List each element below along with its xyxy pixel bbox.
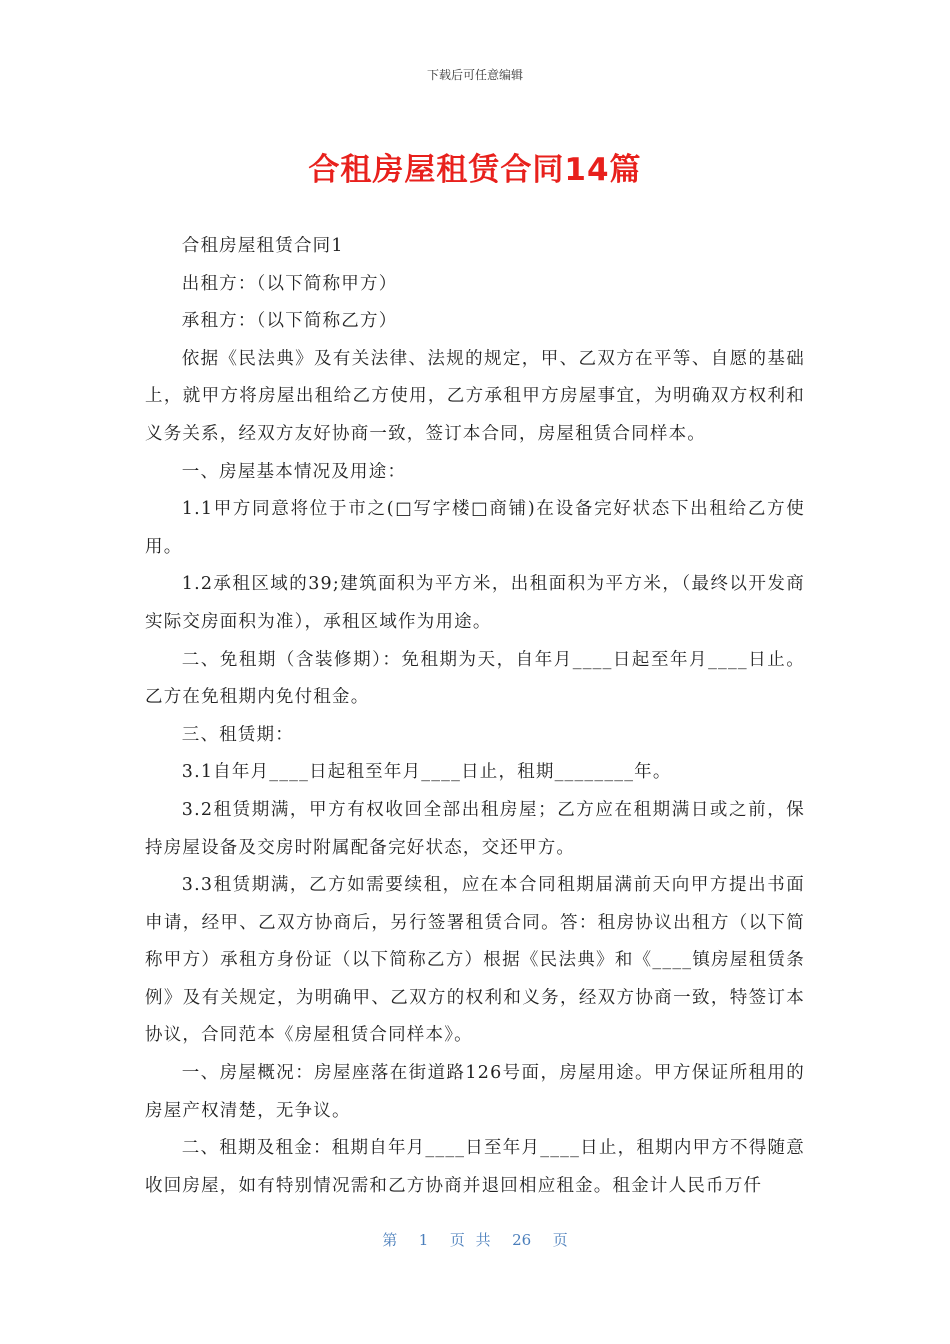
paragraph: 出租方：（以下简称甲方） [181,273,398,294]
paragraph: 二、免租期（含装修期）：免租期为天，自年月____日起至年月____日止。乙方在免租期内免付租金。 [145,649,805,708]
document-body [145,228,805,1205]
document-title: 合租房屋租赁合同14篇 [308,152,642,188]
paragraph: 承租方：（以下简称乙方） [181,311,398,332]
paragraph: 三、租赁期： [181,724,294,745]
paragraph: 依据《民法典》及有关法律、法规的规定，甲、乙双方在平等、自愿的基础上，就甲方将房屋出租给乙方使用，乙方承租甲方房屋事宜，为明确双方权利和义务关系，经双方友好协商一致，签订本合同，房屋租赁合同样本。 [145,348,805,444]
paragraph: 一、房屋基本情况及用途： [181,461,407,482]
paragraph: 1.1甲方同意将位于市之(□写字楼□商铺)在设备完好状态下出租给乙方使用。 [145,499,805,557]
paragraph: 合租房屋租赁合同1 [181,236,344,256]
paragraph: 3.3租赁期满，乙方如需要续租，应在本合同租期届满前天向甲方提出书面申请，经甲、乙双方协商后，另行签署租赁合同。答：租房协议出租方（以下简称甲方）承租方身份证（以下简称乙方）根据《民法典》和《____镇房屋租赁条例》及有关规定，为明确甲、乙双方的权利和义务，经双方协商一致，特签订本协议，合同范本《房屋租赁合同样本》。 [145,875,805,1046]
paragraph: 二、租期及租金：租期自年月____日至年月____日止，租期内甲方不得随意收回房屋，如有特别情况需和乙方协商并退回相应租金。租金计人民币万仟 [145,1138,805,1196]
paragraph: 3.1自年月____日起租至年月____日止，租期________年。 [181,762,672,783]
paragraph: 3.2租赁期满，甲方有权收回全部出租房屋；乙方应在租期满日或之前，保持房屋设备及交房时附属配备完好状态，交还甲方。 [145,799,805,858]
page-number-footer: 第 1 页 共 26 页 [382,1231,568,1249]
paragraph: 一、房屋概况：房屋座落在街道路126号面，房屋用途。甲方保证所租用的房屋产权清楚，无争议。 [145,1063,805,1121]
paragraph: 1.2承租区域的39;建筑面积为平方米，出租面积为平方米，（最终以开发商实际交房面积为准），承租区域作为用途。 [145,574,805,632]
page-header-note: 下载后可任意编辑 [426,68,523,82]
